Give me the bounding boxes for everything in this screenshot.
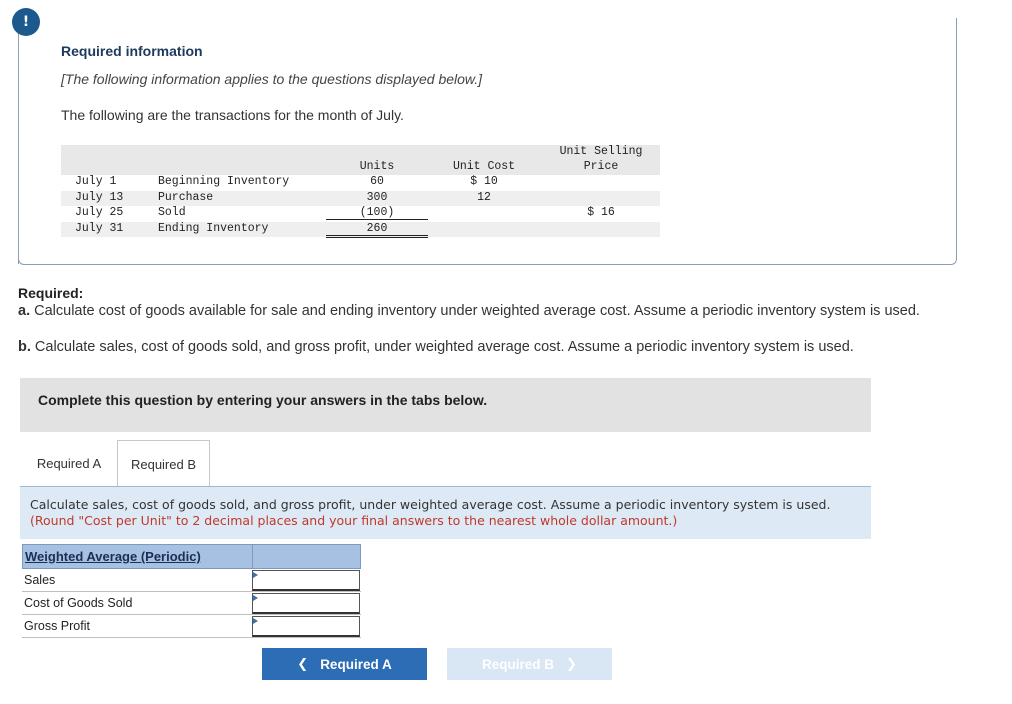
tab-required-a[interactable]: Required A <box>24 440 114 487</box>
row-date: July 13 <box>75 190 124 204</box>
header-unit-selling-price: Unit Selling <box>559 145 643 158</box>
info-intro: The following are the transactions for the month of July. <box>61 107 404 123</box>
required-a-label: a. <box>18 303 31 319</box>
answer-row-label: Sales <box>24 573 56 587</box>
input-marker-icon <box>253 618 258 624</box>
header-unit-cost: Unit Cost <box>452 160 516 173</box>
answer-table-header <box>22 544 361 569</box>
row-units: (100) <box>326 206 428 220</box>
row-description: Purchase <box>158 190 214 204</box>
table-row <box>61 191 660 207</box>
transactions-header <box>61 145 660 175</box>
row-date: July 1 <box>75 175 117 188</box>
required-a-text <box>18 303 958 320</box>
input-marker-icon <box>253 595 258 601</box>
row-selling-price: $ 16 <box>587 206 615 219</box>
answer-table-title: Weighted Average (Periodic) <box>25 549 201 564</box>
row-description: Ending Inventory <box>158 221 269 235</box>
row-date: July 25 <box>75 206 124 219</box>
gross-profit-input[interactable] <box>252 616 360 637</box>
required-heading: Required: <box>18 285 84 301</box>
alert-icon: ! <box>12 8 40 36</box>
row-description: Sold <box>158 206 186 219</box>
table-row <box>61 222 660 238</box>
info-title: Required information <box>61 43 203 59</box>
required-b-label: b. <box>18 339 31 355</box>
answer-row-gross-profit <box>22 615 361 638</box>
answer-row-label: Cost of Goods Sold <box>24 596 133 610</box>
previous-button-label: Required A <box>320 656 392 672</box>
row-description: Beginning Inventory <box>158 175 290 188</box>
answer-row-label: Gross Profit <box>24 619 90 633</box>
required-b-text <box>18 339 958 356</box>
input-marker-icon <box>253 572 258 578</box>
required-b-body: Calculate sales, cost of goods sold, and gross profit, under weighted average cost. Assume a periodic inventory system is used. <box>34 339 854 355</box>
next-button-label: Required B <box>482 656 555 672</box>
row-units: 300 <box>366 190 388 204</box>
header-unit-selling-price-line2: Price <box>583 160 619 173</box>
header-divider <box>252 545 253 568</box>
table-row <box>61 206 660 222</box>
tab-required-b[interactable]: Required B <box>117 440 210 487</box>
row-units: 60 <box>370 175 384 188</box>
next-required-b-button[interactable] <box>447 648 612 680</box>
sales-input[interactable] <box>252 570 360 591</box>
complete-question-banner: Complete this question by entering your answers in the tabs below. <box>20 378 871 432</box>
required-a-body: Calculate cost of goods available for sale and ending inventory under weighted average cost. Assume a periodic inventory system is used. <box>34 303 920 319</box>
answer-row-cogs <box>22 592 361 615</box>
cost-of-goods-sold-input[interactable] <box>252 593 360 614</box>
answer-row-sales <box>22 569 361 592</box>
info-note: [The following information applies to the questions displayed below.] <box>61 71 483 87</box>
chevron-left-icon: ❮ <box>297 656 309 672</box>
instruction-rounding-note: (Round "Cost per Unit" to 2 decimal places and your final answers to the nearest whole dollar amount.) <box>30 513 678 528</box>
transactions-table <box>61 145 660 237</box>
header-units: Units <box>359 160 395 173</box>
table-row <box>61 175 660 191</box>
row-date: July 31 <box>75 221 124 235</box>
row-unit-cost: $ 10 <box>470 175 498 188</box>
instruction-panel <box>20 486 871 539</box>
row-unit-cost: 12 <box>477 190 491 204</box>
row-units: 260 <box>326 222 428 238</box>
instruction-text: Calculate sales, cost of goods sold, and gross profit, under weighted average cost. Assume a periodic inventory system is used. <box>30 497 831 512</box>
answer-table <box>22 544 361 638</box>
previous-required-a-button[interactable] <box>262 648 427 680</box>
chevron-right-icon: ❯ <box>566 656 577 672</box>
